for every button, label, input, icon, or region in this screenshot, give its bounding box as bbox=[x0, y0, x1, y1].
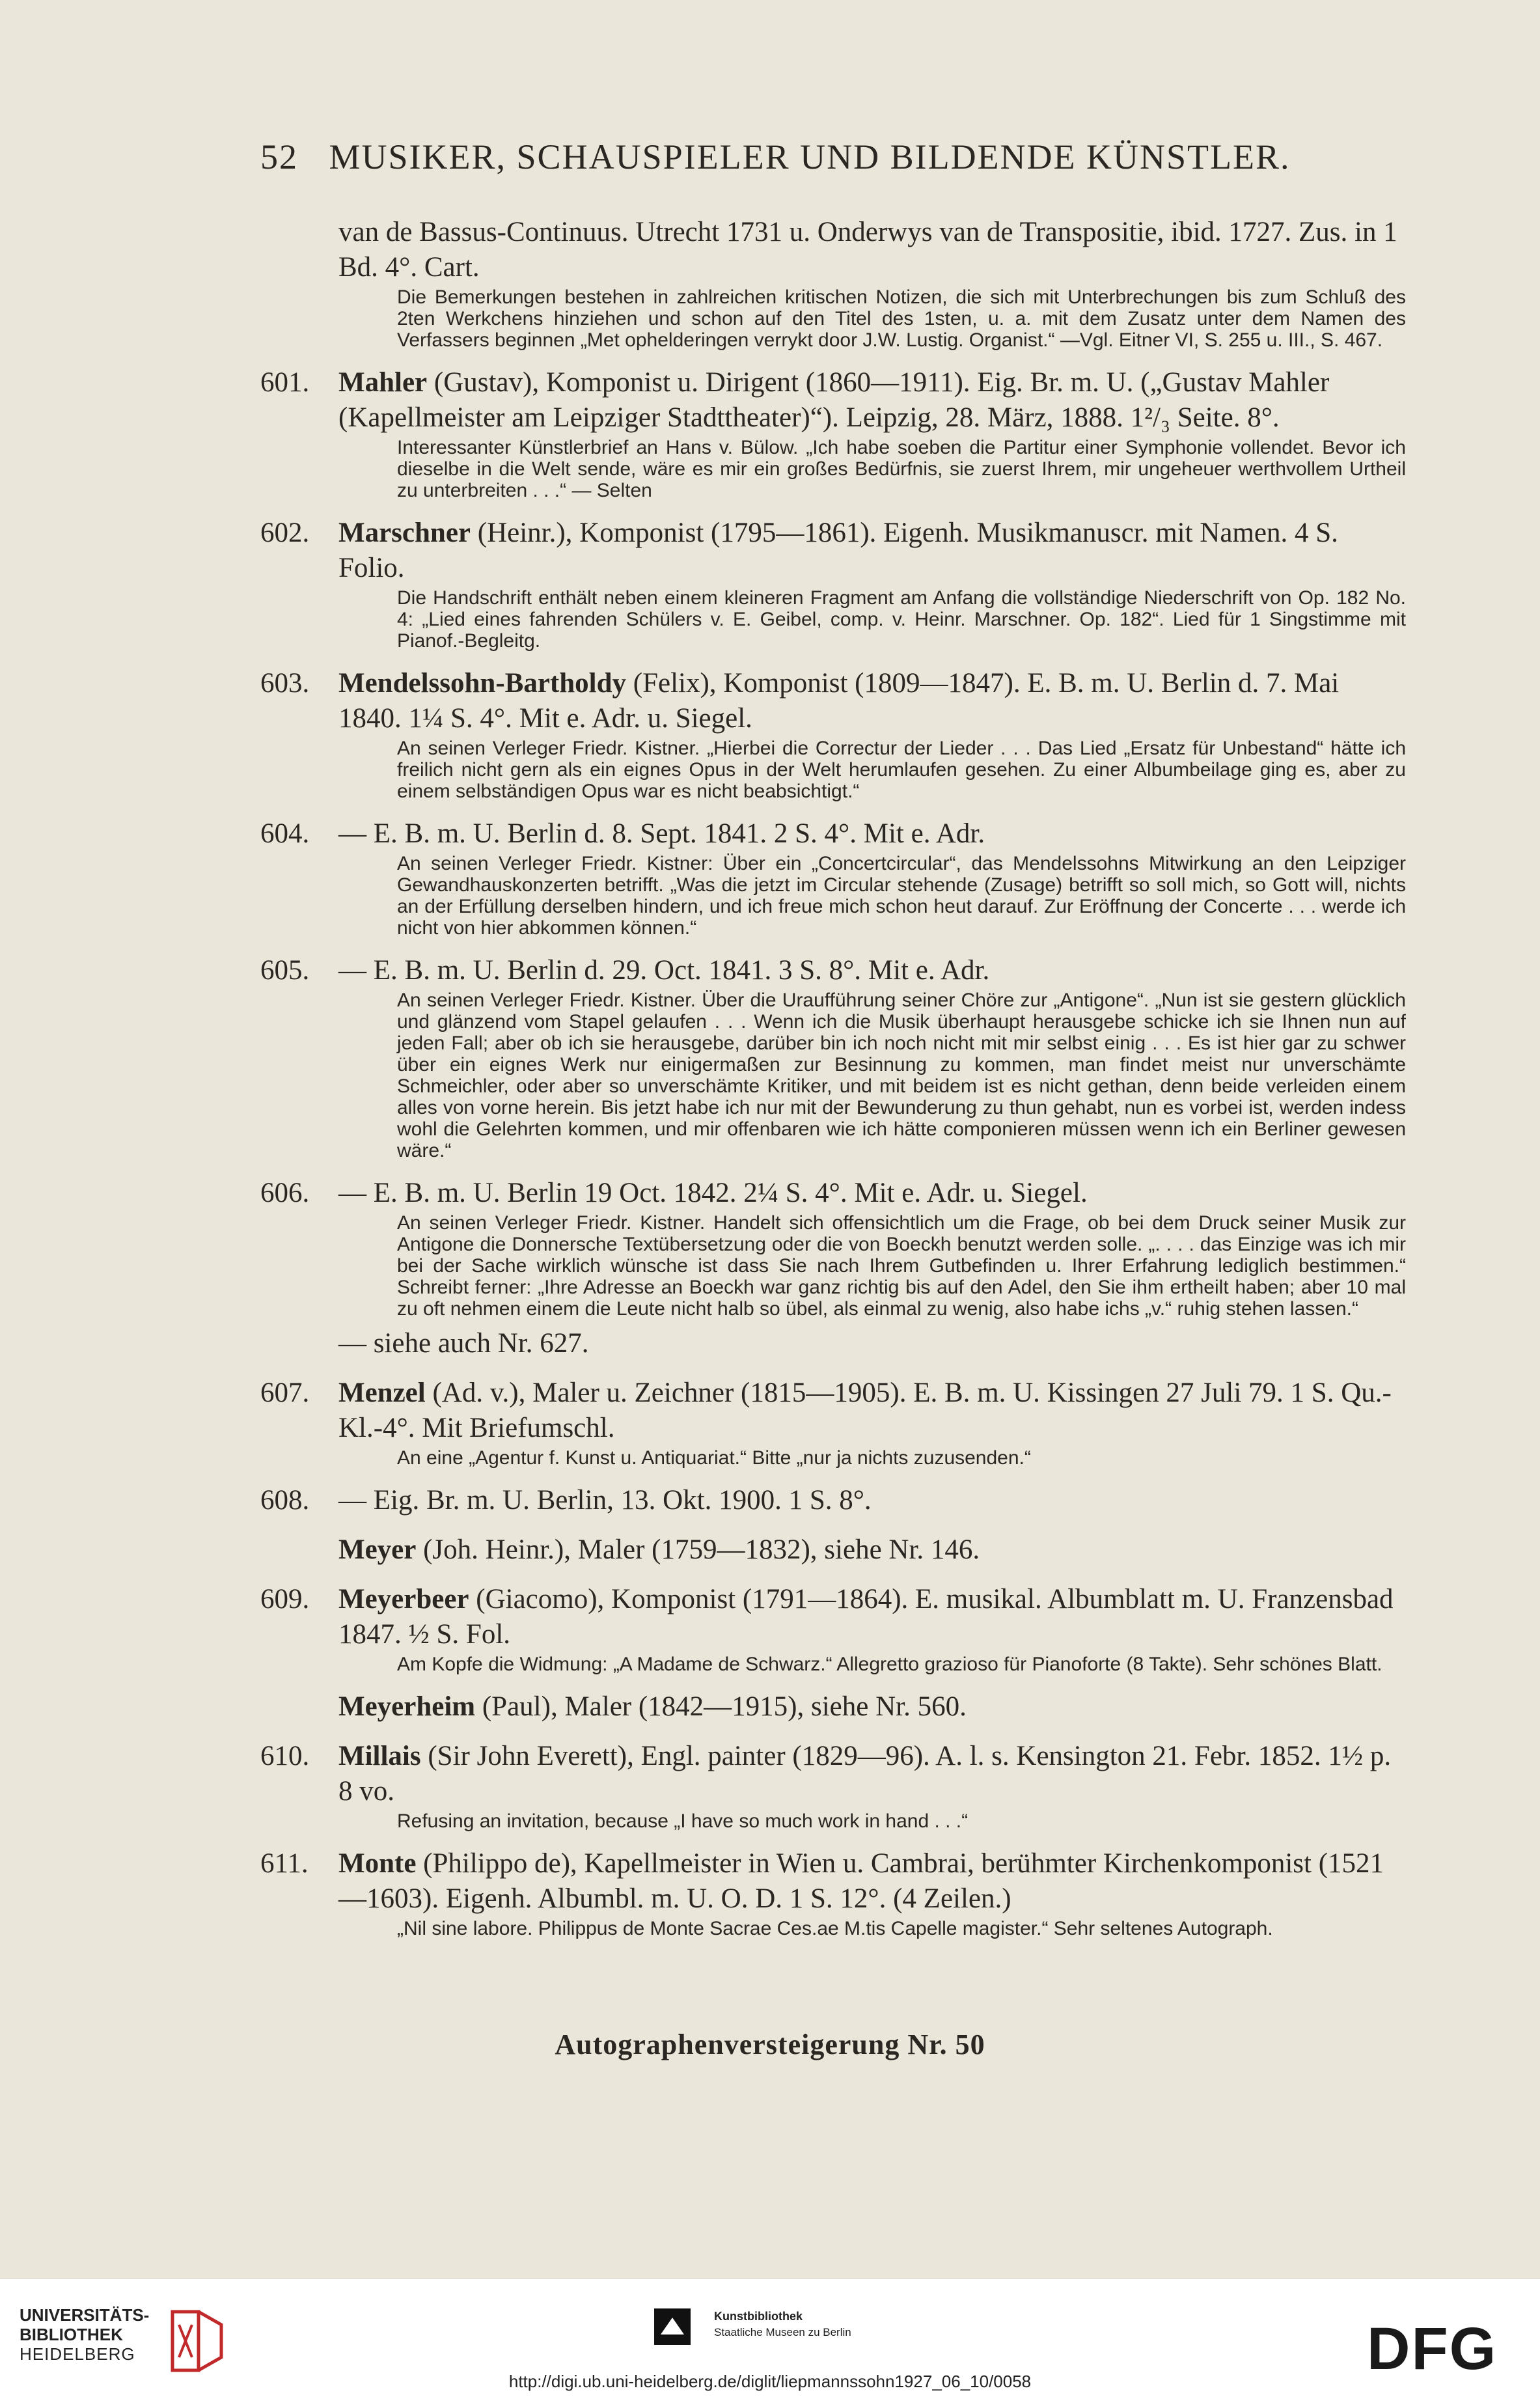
kb-subtitle: Staatliche Museen zu Berlin bbox=[714, 2326, 851, 2338]
entry-note: Die Handschrift enthält neben einem kleineren Fragment am Anfang die vollständige Niederschrift von Op. 182 No. 4: „Lied eines fahrenden Schülers v. E. Geibel, comp. v. Heinr. Marschner. Op. 182“. Lied für 1 Singstimme mit Pianof.-Begleitg. bbox=[397, 587, 1406, 652]
entry-name: Marschner bbox=[338, 518, 471, 548]
entry-number: 603. bbox=[260, 668, 310, 699]
entry-lead bbox=[260, 1176, 1406, 1211]
entry-text: (Heinr.), Komponist (1795—1861). Eigenh. Musikmanuscr. mit Namen. 4 S. Folio. bbox=[338, 518, 1338, 583]
entry-name: Mendelssohn-Bartholdy bbox=[338, 668, 627, 699]
entry-text: (Gustav), Komponist u. Dirigent (1860—1911). Eig. Br. m. U. („Gustav Mahler (Kapellmeister am Leipziger Stadttheater)“). Leipzig, 28. März, 1888. 1²/₃ Seite. 8°. bbox=[338, 367, 1330, 433]
catalog-entry bbox=[260, 953, 1406, 1161]
page-title: MUSIKER, SCHAUSPIELER UND BILDENDE KÜNSTLER. bbox=[329, 137, 1291, 176]
entry-lead bbox=[260, 1532, 1406, 1568]
entry-name: Meyerbeer bbox=[338, 1584, 469, 1614]
running-head bbox=[260, 137, 1302, 177]
entry-number: 601. bbox=[260, 367, 310, 398]
entry-number: 605. bbox=[260, 955, 310, 986]
entry-name: Menzel bbox=[338, 1378, 426, 1408]
catalog-entry bbox=[260, 1376, 1406, 1469]
entry-lead bbox=[260, 1582, 1406, 1652]
kunstbibliothek-logo[interactable] bbox=[654, 2308, 914, 2361]
entry-lead bbox=[260, 1846, 1406, 1917]
catalog-entry bbox=[260, 1176, 1406, 1320]
entry-number: 606. bbox=[260, 1178, 310, 1208]
entry-number: 609. bbox=[260, 1584, 310, 1614]
entry-text: (Ad. v.), Maler u. Zeichner (1815—1905). E. B. m. U. Kissingen 27 Juli 79. 1 S. Qu.-Kl.-4°. Mit Briefumschl. bbox=[338, 1378, 1392, 1443]
entry-text: (Joh. Heinr.), Maler (1759—1832), siehe Nr. 146. bbox=[416, 1534, 980, 1565]
dfg-logo[interactable]: DFG bbox=[1367, 2316, 1498, 2382]
entry-note: Interessanter Künstlerbrief an Hans v. Bülow. „Ich habe soeben die Partitur einer Symphonie vollendet. Bevor ich dieselbe in die Welt sende, wäre es mir ein großes Bedürfnis, sie zuerst Ihrem, mir ungeheuer werthvollem Urtheil zu unterbreiten . . .“ — Selten bbox=[397, 437, 1406, 501]
entry-text: van de Bassus-Continuus. Utrecht 1731 u. Onderwys van de Transpositie, ibid. 1727. Zus. in 1 Bd. 4°. Cart. bbox=[338, 217, 1397, 283]
catalog-entry bbox=[260, 666, 1406, 802]
ub-logo-line: BIBLIOTHEK bbox=[20, 2325, 123, 2344]
entry-lead bbox=[260, 365, 1406, 436]
catalog-entries bbox=[260, 215, 1406, 1939]
catalog-footer-title: Autographenversteigerung Nr. 50 bbox=[555, 2029, 985, 2060]
entry-note: „Nil sine labore. Philippus de Monte Sacrae Ces.ae M.tis Capelle magister.“ Sehr seltenes Autograph. bbox=[397, 1918, 1273, 1939]
entry-lead bbox=[260, 1483, 1406, 1518]
entry-number: 610. bbox=[260, 1741, 310, 1771]
entry-note: An seinen Verleger Friedr. Kistner: Über ein „Concertcircular“, das Mendelssohns Mitwirkung an den Leipziger Gewandhauskonzerten betrifft. „Was die jetzt im Circular stehende (Zusage) betrifft so soll mich, so Gott will, nichts an der Erfüllung derselben hindern, und ich freue mich schon heut darauf. Zur Eröffnung der Concerte . . . werde ich nicht von hier abkommen können.“ bbox=[397, 853, 1406, 939]
ub-seal-icon bbox=[159, 2305, 231, 2377]
entry-text: (Felix), Komponist (1809—1847). E. B. m. U. Berlin d. 7. Mai 1840. 1¼ S. 4°. Mit e. Adr. u. Siegel. bbox=[338, 668, 1340, 734]
catalog-entry bbox=[260, 1326, 1406, 1361]
catalog-entry bbox=[260, 816, 1406, 939]
entry-lead bbox=[260, 953, 1406, 988]
permalink-url[interactable]: http://digi.ub.uni-heidelberg.de/diglit/liepmannssohn1927_06_10/0058 bbox=[508, 2372, 1032, 2391]
catalog-entry bbox=[260, 1689, 1406, 1725]
entry-note: Refusing an invitation, because „I have so much work in hand . . .“ bbox=[397, 1810, 969, 1832]
catalog-entry bbox=[260, 1739, 1406, 1832]
entry-text: (Paul), Maler (1842—1915), siehe Nr. 560. bbox=[475, 1691, 967, 1722]
entry-lead bbox=[260, 1326, 1406, 1361]
kunstbibliothek-icon bbox=[654, 2308, 691, 2345]
ub-heidelberg-logo[interactable] bbox=[20, 2305, 241, 2377]
entry-note: Am Kopfe die Widmung: „A Madame de Schwarz.“ Allegretto grazioso für Pianoforte (8 Takte). Sehr schönes Blatt. bbox=[397, 1654, 1382, 1675]
entry-number: 602. bbox=[260, 518, 310, 548]
entry-note: An seinen Verleger Friedr. Kistner. Handelt sich offensichtlich um die Frage, ob bei dem Druck seiner Musik zur Antigone die Donnersche Textübersetzung oder die von Boeckh benutzt werden solle. „. . . . das Einzige was ich mir bei der Sache wirklich wünsche ist dass Sie nach Ihrem Gutbefinden u. Ihrer Erfahrung lediglich bestimmen.“ Schreibt ferner: „Ihre Adresse an Boeckh war ganz richtig bis auf den Adel, den Sie ihm ertheilt haben; aber 10 mal zu oft nehmen einem die Leute nicht halb so übel, als einmal zu wenig, also habe ichs „v.“ ruhig stehen lassen.“ bbox=[397, 1212, 1406, 1320]
catalog-entry bbox=[260, 1582, 1406, 1675]
entry-text: — E. B. m. U. Berlin d. 8. Sept. 1841. 2 S. 4°. Mit e. Adr. bbox=[338, 818, 985, 849]
entry-name: Meyer bbox=[338, 1534, 417, 1565]
entry-lead bbox=[260, 1376, 1406, 1446]
catalog-entry bbox=[260, 215, 1406, 351]
entry-lead bbox=[260, 816, 1406, 852]
entry-note: Die Bemerkungen bestehen in zahlreichen kritischen Notizen, die sich mit Unterbrechungen bis zum Schluß des 2ten Werkchens hinziehen und schon auf den Titel des 1sten, u. a. mit dem Zusatz unter dem Namen des Verfassers beginnen „Met ophelderingen verrykt door J.W. Lustig. Organist.“ —Vgl. Eitner VI, S. 255 u. III., S. 467. bbox=[397, 286, 1406, 351]
entry-name: Mahler bbox=[338, 367, 428, 398]
catalog-entry bbox=[260, 1532, 1406, 1568]
catalog-entry bbox=[260, 365, 1406, 501]
entry-name: Meyerheim bbox=[338, 1691, 476, 1722]
catalog-entry bbox=[260, 516, 1406, 652]
entry-note: An seinen Verleger Friedr. Kistner. Über die Uraufführung seiner Chöre zur „Antigone“. „Nun ist sie gestern glücklich und glänzend vom Stapel gelaufen . . . Wenn ich die Musik überhaupt herausgebe schicke ich sie Ihnen nun auf jeden Fall; aber ob ich sie herausgebe, darüber bin ich noch nicht mit mir selbst einig . . . Es ist hier gar zu schwer über ein eignes Werk nur einigermaßen zur Besinnung zu kommen, man findet meist nur unverschämte Schmeichler, oder aber so unverschämte Kritiker, und mit beidem ist es nicht gethan, denn beide verleiden einem alles von vorne herein. Bis jetzt habe ich nur mit der Bewunderung zu thun gehabt, nun es vorbei ist, werden indess wohl die Gelehrten kommen, und mir offenbaren wie ich hätte componieren müssen wenn ich ein Berliner gewesen wäre.“ bbox=[397, 990, 1406, 1161]
entry-text: — Eig. Br. m. U. Berlin, 13. Okt. 1900. 1 S. 8°. bbox=[338, 1485, 872, 1516]
viewer-footer bbox=[0, 2279, 1540, 2397]
entry-lead bbox=[260, 1689, 1406, 1725]
ub-logo-line: UNIVERSITÄTS- bbox=[20, 2305, 150, 2325]
catalog-entry bbox=[260, 1483, 1406, 1518]
ub-logo-line: HEIDELBERG bbox=[20, 2344, 135, 2364]
page-number: 52 bbox=[260, 137, 298, 176]
entry-text: — siehe auch Nr. 627. bbox=[338, 1328, 589, 1359]
entry-text: (Sir John Everett), Engl. painter (1829—96). A. l. s. Kensington 21. Febr. 1852. 1½ p. 8 vo. bbox=[338, 1741, 1392, 1807]
entry-text: (Giacomo), Komponist (1791—1864). E. musikal. Albumblatt m. U. Franzensbad 1847. ½ S. Fol. bbox=[338, 1584, 1394, 1650]
entry-text: (Philippo de), Kapellmeister in Wien u. Cambrai, berühmter Kirchenkomponist (1521—1603). Eigenh. Albumbl. m. U. O. D. 1 S. 12°. (4 Zeilen.) bbox=[338, 1848, 1384, 1914]
entry-number: 607. bbox=[260, 1378, 310, 1408]
entry-lead bbox=[260, 666, 1406, 736]
catalog-entry bbox=[260, 1846, 1406, 1939]
entry-number: 611. bbox=[260, 1848, 309, 1879]
entry-lead bbox=[260, 215, 1406, 285]
entry-text: — E. B. m. U. Berlin 19 Oct. 1842. 2¼ S. 4°. Mit e. Adr. u. Siegel. bbox=[338, 1178, 1088, 1208]
entry-name: Millais bbox=[338, 1741, 421, 1771]
entry-name: Monte bbox=[338, 1848, 417, 1879]
entry-number: 604. bbox=[260, 818, 310, 849]
entry-note: An eine „Agentur f. Kunst u. Antiquariat.“ Bitte „nur ja nichts zuzusenden.“ bbox=[397, 1447, 1031, 1469]
entry-lead bbox=[260, 1739, 1406, 1809]
kb-name: Kunstbibliothek bbox=[714, 2310, 803, 2323]
entry-number: 608. bbox=[260, 1485, 310, 1516]
entry-note: An seinen Verleger Friedr. Kistner. „Hierbei die Correctur der Lieder . . . Das Lied „Ersatz für Unbestand“ hätte ich freilich nicht gern als ein eignes Opus in der Welt herumlaufen gesehen. Zu einer Albumbeilage ging es, aber zu einem selbständigen Opus war es nicht beabsichtigt.“ bbox=[397, 738, 1406, 802]
entry-text: — E. B. m. U. Berlin d. 29. Oct. 1841. 3 S. 8°. Mit e. Adr. bbox=[338, 955, 990, 986]
entry-lead bbox=[260, 516, 1406, 586]
